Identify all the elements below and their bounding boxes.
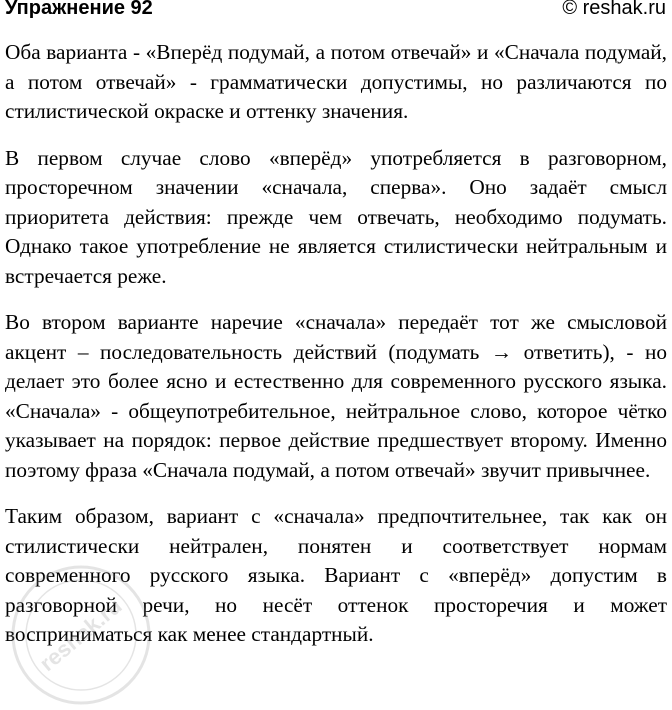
answer-text [5, 38, 667, 667]
paragraph-2: В первом случае слово «вперёд» употребляется в разговорном, просторечном значении «сначала, сперва». Оно задаёт смысл приоритета действия: прежде чем отвечать, необходимо подумать. Однако такое употребление не является стилистически нейтральным и встречается реже. [5, 145, 667, 288]
paragraph-1: Оба варианта - «Вперёд подумай, а потом отвечай» и «Сначала подумай, а потом отвечай» - грамматически допустимы, но различаются по стилистической окраске и оттенку значения. [5, 40, 667, 123]
paragraph-4: Таким образом, вариант с «сначала» предпочтительнее, так как он стилистически нейтрален, понятен и соответствует нормам современного русского языка. Вариант с «вперёд» допустим в разговорной речи, но несёт оттенок просторечия и может восприниматься как менее стандартный. [5, 504, 667, 646]
page-header [5, 0, 666, 26]
paragraph-3: Во втором варианте наречие «сначала» передаёт тот же смысловой акцент – последовательность действий (подумать → ответить), - но делает это более ясно и естественно для современного русского языка. «Сначала» - общеупотребительное, нейтральное слово, которое чётко указывает на порядок: первое действие предшествует второму. Именно поэтому фраза «Сначала подумай, а потом отвечай» звучит привычнее. [5, 310, 667, 482]
exercise-title: Упражнение 92 [5, 0, 153, 19]
site-credit: © reshak.ru [562, 0, 666, 19]
watermark-text: reshak.ru [34, 593, 127, 677]
